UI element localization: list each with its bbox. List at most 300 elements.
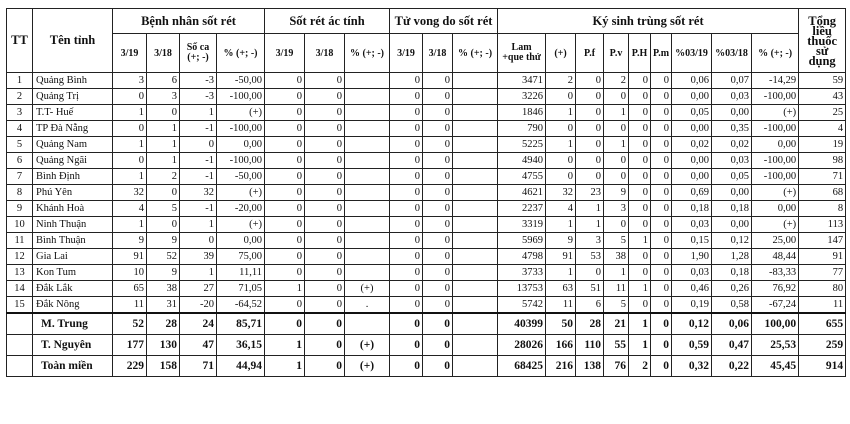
- table-cell: 0: [423, 137, 453, 153]
- table-cell: [453, 281, 498, 297]
- table-row: [7, 73, 846, 89]
- table-cell: 4940: [498, 153, 546, 169]
- table-cell: 0: [629, 249, 651, 265]
- table-cell: (+): [752, 105, 799, 121]
- table-cell: 0: [390, 121, 423, 137]
- subheader: %03/18: [712, 34, 752, 73]
- table-cell: 2: [604, 73, 629, 89]
- table-cell: [345, 121, 390, 137]
- table-cell: 19: [799, 137, 846, 153]
- table-cell: 0: [113, 89, 147, 105]
- table-cell: 76,92: [752, 281, 799, 297]
- subheader: Số ca (+; -): [180, 34, 217, 73]
- table-cell: 85,71: [217, 313, 265, 335]
- table-cell: [453, 169, 498, 185]
- table-cell: 0: [651, 201, 672, 217]
- table-cell: [453, 313, 498, 335]
- table-cell: -1: [180, 201, 217, 217]
- table-cell: 0: [604, 121, 629, 137]
- table-cell: (+): [217, 217, 265, 233]
- header-row-subcolumns: [7, 34, 846, 73]
- table-cell: -1: [180, 121, 217, 137]
- table-cell: 0,06: [712, 313, 752, 335]
- table-cell: 6: [147, 73, 180, 89]
- row-number: 12: [7, 249, 33, 265]
- table-cell: 0,69: [672, 185, 712, 201]
- table-cell: 0: [651, 335, 672, 356]
- table-cell: 47: [180, 335, 217, 356]
- table-cell: 0: [390, 137, 423, 153]
- table-cell: 1: [113, 169, 147, 185]
- table-cell: 1: [576, 217, 604, 233]
- table-cell: [345, 185, 390, 201]
- row-number: 7: [7, 169, 33, 185]
- table-cell: 1: [546, 265, 576, 281]
- table-cell: 0: [390, 153, 423, 169]
- table-cell: 1: [546, 217, 576, 233]
- subheader: P.H: [629, 34, 651, 73]
- table-cell: [345, 201, 390, 217]
- table-cell: -14,29: [752, 73, 799, 89]
- table-cell: 28026: [498, 335, 546, 356]
- table-cell: 0: [305, 297, 345, 314]
- table-cell: 0: [390, 281, 423, 297]
- table-cell: 28: [576, 313, 604, 335]
- table-cell: 0: [265, 201, 305, 217]
- table-cell: (+): [752, 185, 799, 201]
- table-cell: 0: [265, 297, 305, 314]
- table-cell: 0,00: [217, 137, 265, 153]
- table-cell: -20: [180, 297, 217, 314]
- table-cell: 0: [576, 169, 604, 185]
- table-cell: 0: [147, 185, 180, 201]
- table-cell: -67,24: [752, 297, 799, 314]
- table-row: [7, 265, 846, 281]
- table-cell: 1: [629, 335, 651, 356]
- table-cell: [345, 73, 390, 89]
- table-row: [7, 185, 846, 201]
- table-cell: 0: [180, 233, 217, 249]
- row-number: 6: [7, 153, 33, 169]
- table-cell: 0,02: [672, 137, 712, 153]
- table-cell: 9: [546, 233, 576, 249]
- table-cell: 1: [576, 201, 604, 217]
- table-row: [7, 89, 846, 105]
- table-cell: .: [345, 297, 390, 314]
- summary-name: T. Nguyên: [33, 335, 113, 356]
- table-cell: 0,00: [672, 89, 712, 105]
- table-cell: 4: [799, 121, 846, 137]
- subheader: % (+; -): [217, 34, 265, 73]
- table-cell: 0: [576, 121, 604, 137]
- table-cell: 0,05: [712, 169, 752, 185]
- table-cell: 91: [113, 249, 147, 265]
- table-cell: 0: [265, 169, 305, 185]
- table-cell: 0,18: [712, 265, 752, 281]
- table-cell: (+): [345, 356, 390, 377]
- row-number: 13: [7, 265, 33, 281]
- table-cell: 0,59: [672, 335, 712, 356]
- table-cell: 0: [651, 73, 672, 89]
- province-name: Phú Yên: [33, 185, 113, 201]
- table-cell: [453, 89, 498, 105]
- table-cell: (+): [752, 217, 799, 233]
- table-cell: 4: [113, 201, 147, 217]
- table-cell: [345, 249, 390, 265]
- summary-name: M. Trung: [33, 313, 113, 335]
- group-severe-header: Sốt rét ác tính: [265, 9, 390, 34]
- table-cell: 3: [604, 201, 629, 217]
- table-cell: [453, 233, 498, 249]
- table-cell: 5: [147, 201, 180, 217]
- province-name: Bình Thuận: [33, 233, 113, 249]
- table-cell: 0,32: [672, 356, 712, 377]
- table-cell: 113: [799, 217, 846, 233]
- table-cell: 0: [546, 89, 576, 105]
- table-cell: 0: [423, 121, 453, 137]
- table-cell: 0,22: [712, 356, 752, 377]
- table-cell: 0: [390, 201, 423, 217]
- table-cell: 0: [651, 89, 672, 105]
- table-cell: 0,03: [672, 265, 712, 281]
- table-cell: 48,44: [752, 249, 799, 265]
- table-cell: [345, 105, 390, 121]
- table-cell: 147: [799, 233, 846, 249]
- table-cell: 0: [305, 313, 345, 335]
- table-cell: 5225: [498, 137, 546, 153]
- table-cell: 0: [390, 249, 423, 265]
- table-cell: 1: [604, 105, 629, 121]
- table-cell: 0: [305, 281, 345, 297]
- subheader: (+): [546, 34, 576, 73]
- table-cell: [453, 73, 498, 89]
- table-cell: 0: [305, 169, 345, 185]
- table-row: [7, 233, 846, 249]
- table-cell: 0: [651, 265, 672, 281]
- table-cell: 914: [799, 356, 846, 377]
- table-cell: -50,00: [217, 73, 265, 89]
- table-cell: 0,18: [672, 201, 712, 217]
- table-cell: 4: [546, 201, 576, 217]
- table-cell: 1: [180, 217, 217, 233]
- table-cell: 32: [113, 185, 147, 201]
- table-cell: 1: [113, 137, 147, 153]
- table-cell: 0: [629, 137, 651, 153]
- table-cell: 24: [180, 313, 217, 335]
- header-row-groups: [7, 9, 846, 34]
- table-cell: 0: [390, 185, 423, 201]
- table-cell: 0,07: [712, 73, 752, 89]
- table-row: [7, 121, 846, 137]
- table-cell: 53: [576, 249, 604, 265]
- table-cell: 50: [546, 313, 576, 335]
- summary-rows: [7, 313, 846, 377]
- table-cell: [453, 356, 498, 377]
- table-cell: 158: [147, 356, 180, 377]
- table-cell: 0,03: [712, 153, 752, 169]
- table-cell: 5: [604, 297, 629, 314]
- summary-row: [7, 313, 846, 335]
- table-cell: 1: [180, 265, 217, 281]
- group-deaths-header: Tử vong do sốt rét: [390, 9, 498, 34]
- table-cell: 0: [265, 233, 305, 249]
- table-cell: 6: [576, 297, 604, 314]
- table-cell: 71,05: [217, 281, 265, 297]
- table-cell: 655: [799, 313, 846, 335]
- table-row: [7, 137, 846, 153]
- table-cell: [345, 313, 390, 335]
- table-cell: [345, 169, 390, 185]
- table-cell: 0: [265, 137, 305, 153]
- table-cell: 25,53: [752, 335, 799, 356]
- malaria-statistics-table: [6, 8, 846, 377]
- table-cell: 71: [799, 169, 846, 185]
- row-number-empty: [7, 335, 33, 356]
- subheader: 3/18: [423, 34, 453, 73]
- table-cell: 9: [113, 233, 147, 249]
- table-cell: 0,03: [712, 89, 752, 105]
- table-cell: 0: [265, 217, 305, 233]
- table-cell: 0: [265, 185, 305, 201]
- table-cell: 2: [629, 356, 651, 377]
- table-cell: 1: [147, 121, 180, 137]
- table-cell: 0: [651, 281, 672, 297]
- table-cell: (+): [217, 185, 265, 201]
- table-cell: 5969: [498, 233, 546, 249]
- summary-row: [7, 335, 846, 356]
- table-cell: 0: [651, 105, 672, 121]
- table-cell: 11,11: [217, 265, 265, 281]
- subheader: 3/18: [305, 34, 345, 73]
- table-cell: 0: [423, 73, 453, 89]
- table-cell: 1: [629, 233, 651, 249]
- table-cell: 59: [799, 73, 846, 89]
- table-cell: 0: [305, 137, 345, 153]
- row-number: 2: [7, 89, 33, 105]
- table-cell: 0: [576, 265, 604, 281]
- table-cell: 36,15: [217, 335, 265, 356]
- table-cell: 38: [604, 249, 629, 265]
- table-cell: 4798: [498, 249, 546, 265]
- table-cell: 0: [423, 185, 453, 201]
- table-cell: 0: [305, 217, 345, 233]
- province-name: T.T- Huế: [33, 105, 113, 121]
- table-cell: 0: [576, 105, 604, 121]
- row-number: 10: [7, 217, 33, 233]
- table-cell: 0: [113, 153, 147, 169]
- table-cell: 0: [604, 169, 629, 185]
- table-cell: -100,00: [752, 153, 799, 169]
- table-cell: [453, 249, 498, 265]
- table-cell: 80: [799, 281, 846, 297]
- table-cell: 45,45: [752, 356, 799, 377]
- province-name: Quảng Bình: [33, 73, 113, 89]
- table-cell: 0: [390, 356, 423, 377]
- table-cell: 1: [546, 137, 576, 153]
- table-cell: 0: [390, 73, 423, 89]
- table-cell: 229: [113, 356, 147, 377]
- table-cell: 1: [180, 105, 217, 121]
- table-cell: 3319: [498, 217, 546, 233]
- row-number: 3: [7, 105, 33, 121]
- table-cell: 0: [265, 265, 305, 281]
- table-cell: 0: [604, 89, 629, 105]
- table-cell: 0: [576, 73, 604, 89]
- table-cell: 75,00: [217, 249, 265, 265]
- table-cell: 32: [546, 185, 576, 201]
- table-cell: 0: [305, 201, 345, 217]
- table-cell: 1: [604, 265, 629, 281]
- table-cell: 65: [113, 281, 147, 297]
- col-drugs-header: Tổng liều thuốc sử dụng: [799, 9, 846, 73]
- table-cell: 0: [305, 121, 345, 137]
- table-cell: 44,94: [217, 356, 265, 377]
- table-cell: 98: [799, 153, 846, 169]
- table-cell: [453, 201, 498, 217]
- table-cell: 0: [423, 233, 453, 249]
- table-cell: [453, 265, 498, 281]
- table-cell: 0: [265, 89, 305, 105]
- table-cell: 0: [147, 105, 180, 121]
- table-cell: 0: [629, 265, 651, 281]
- table-cell: 0: [423, 265, 453, 281]
- province-name: Gia Lai: [33, 249, 113, 265]
- province-name: Ninh Thuận: [33, 217, 113, 233]
- table-cell: -64,52: [217, 297, 265, 314]
- table-cell: -50,00: [217, 169, 265, 185]
- table-cell: 52: [147, 249, 180, 265]
- table-cell: [345, 153, 390, 169]
- table-cell: 25,00: [752, 233, 799, 249]
- table-cell: 0: [265, 249, 305, 265]
- table-cell: 0: [265, 121, 305, 137]
- table-cell: 0: [629, 169, 651, 185]
- table-cell: 0,00: [217, 233, 265, 249]
- table-cell: 0: [651, 249, 672, 265]
- table-cell: 0: [147, 217, 180, 233]
- table-cell: 28: [147, 313, 180, 335]
- subheader: 3/19: [113, 34, 147, 73]
- table-cell: -100,00: [217, 89, 265, 105]
- table-cell: 1: [147, 137, 180, 153]
- table-cell: -20,00: [217, 201, 265, 217]
- table-cell: 0: [305, 185, 345, 201]
- table-cell: [453, 137, 498, 153]
- table-cell: 0: [423, 356, 453, 377]
- table-cell: 0,00: [672, 153, 712, 169]
- table-cell: 0: [651, 137, 672, 153]
- table-cell: 63: [546, 281, 576, 297]
- table-cell: 166: [546, 335, 576, 356]
- table-cell: 0: [604, 217, 629, 233]
- table-cell: 0: [629, 105, 651, 121]
- group-parasite-header: Ký sinh trùng sốt rét: [498, 9, 799, 34]
- table-cell: [453, 185, 498, 201]
- table-cell: 0: [423, 153, 453, 169]
- table-cell: 3471: [498, 73, 546, 89]
- table-cell: 216: [546, 356, 576, 377]
- table-cell: 0,00: [672, 169, 712, 185]
- subheader: P.v: [604, 34, 629, 73]
- table-cell: 0: [546, 153, 576, 169]
- table-cell: 0: [629, 217, 651, 233]
- table-cell: -100,00: [752, 121, 799, 137]
- table-cell: 0,46: [672, 281, 712, 297]
- table-cell: 0: [629, 297, 651, 314]
- table-cell: 32: [180, 185, 217, 201]
- subheader: % (+; -): [453, 34, 498, 73]
- table-cell: 0,00: [712, 105, 752, 121]
- table-cell: 0: [651, 121, 672, 137]
- table-row: [7, 217, 846, 233]
- summary-row: [7, 356, 846, 377]
- province-name: Kon Tum: [33, 265, 113, 281]
- table-cell: (+): [345, 335, 390, 356]
- table-cell: 177: [113, 335, 147, 356]
- group-patients-header: Bệnh nhân sốt rét: [113, 9, 265, 34]
- table-cell: 0: [390, 89, 423, 105]
- table-cell: 0,00: [712, 217, 752, 233]
- table-cell: 0: [423, 297, 453, 314]
- table-row: [7, 169, 846, 185]
- table-cell: 0,26: [712, 281, 752, 297]
- table-cell: 52: [113, 313, 147, 335]
- col-province-header: Tên tỉnh: [33, 9, 113, 73]
- table-cell: 9: [147, 265, 180, 281]
- table-cell: 0: [604, 153, 629, 169]
- table-cell: 3226: [498, 89, 546, 105]
- table-cell: 1: [604, 137, 629, 153]
- table-cell: -100,00: [217, 153, 265, 169]
- table-cell: 0: [651, 297, 672, 314]
- table-cell: 1: [113, 105, 147, 121]
- table-cell: 5742: [498, 297, 546, 314]
- table-cell: 0: [423, 201, 453, 217]
- subheader: Lam +que thử: [498, 34, 546, 73]
- subheader: % (+; -): [752, 34, 799, 73]
- table-cell: 0: [390, 313, 423, 335]
- province-name: TP Đà Nẵng: [33, 121, 113, 137]
- table-cell: 0: [390, 169, 423, 185]
- row-number-empty: [7, 313, 33, 335]
- subheader: 3/19: [265, 34, 305, 73]
- table-cell: 0,12: [672, 313, 712, 335]
- table-cell: [345, 137, 390, 153]
- table-cell: 0,35: [712, 121, 752, 137]
- table-cell: 259: [799, 335, 846, 356]
- table-cell: 0: [423, 249, 453, 265]
- table-cell: 0: [546, 121, 576, 137]
- table-cell: [345, 89, 390, 105]
- table-cell: 11: [113, 297, 147, 314]
- row-number: 15: [7, 297, 33, 314]
- table-cell: -83,33: [752, 265, 799, 281]
- table-cell: 39: [180, 249, 217, 265]
- table-cell: 3: [113, 73, 147, 89]
- table-cell: 8: [799, 201, 846, 217]
- table-cell: 0: [305, 89, 345, 105]
- table-cell: 25: [799, 105, 846, 121]
- table-cell: [453, 217, 498, 233]
- table-cell: 1: [265, 281, 305, 297]
- table-cell: 1846: [498, 105, 546, 121]
- table-cell: [453, 105, 498, 121]
- table-cell: [345, 265, 390, 281]
- table-cell: (+): [217, 105, 265, 121]
- table-cell: 21: [604, 313, 629, 335]
- table-cell: 11: [799, 297, 846, 314]
- table-cell: -1: [180, 169, 217, 185]
